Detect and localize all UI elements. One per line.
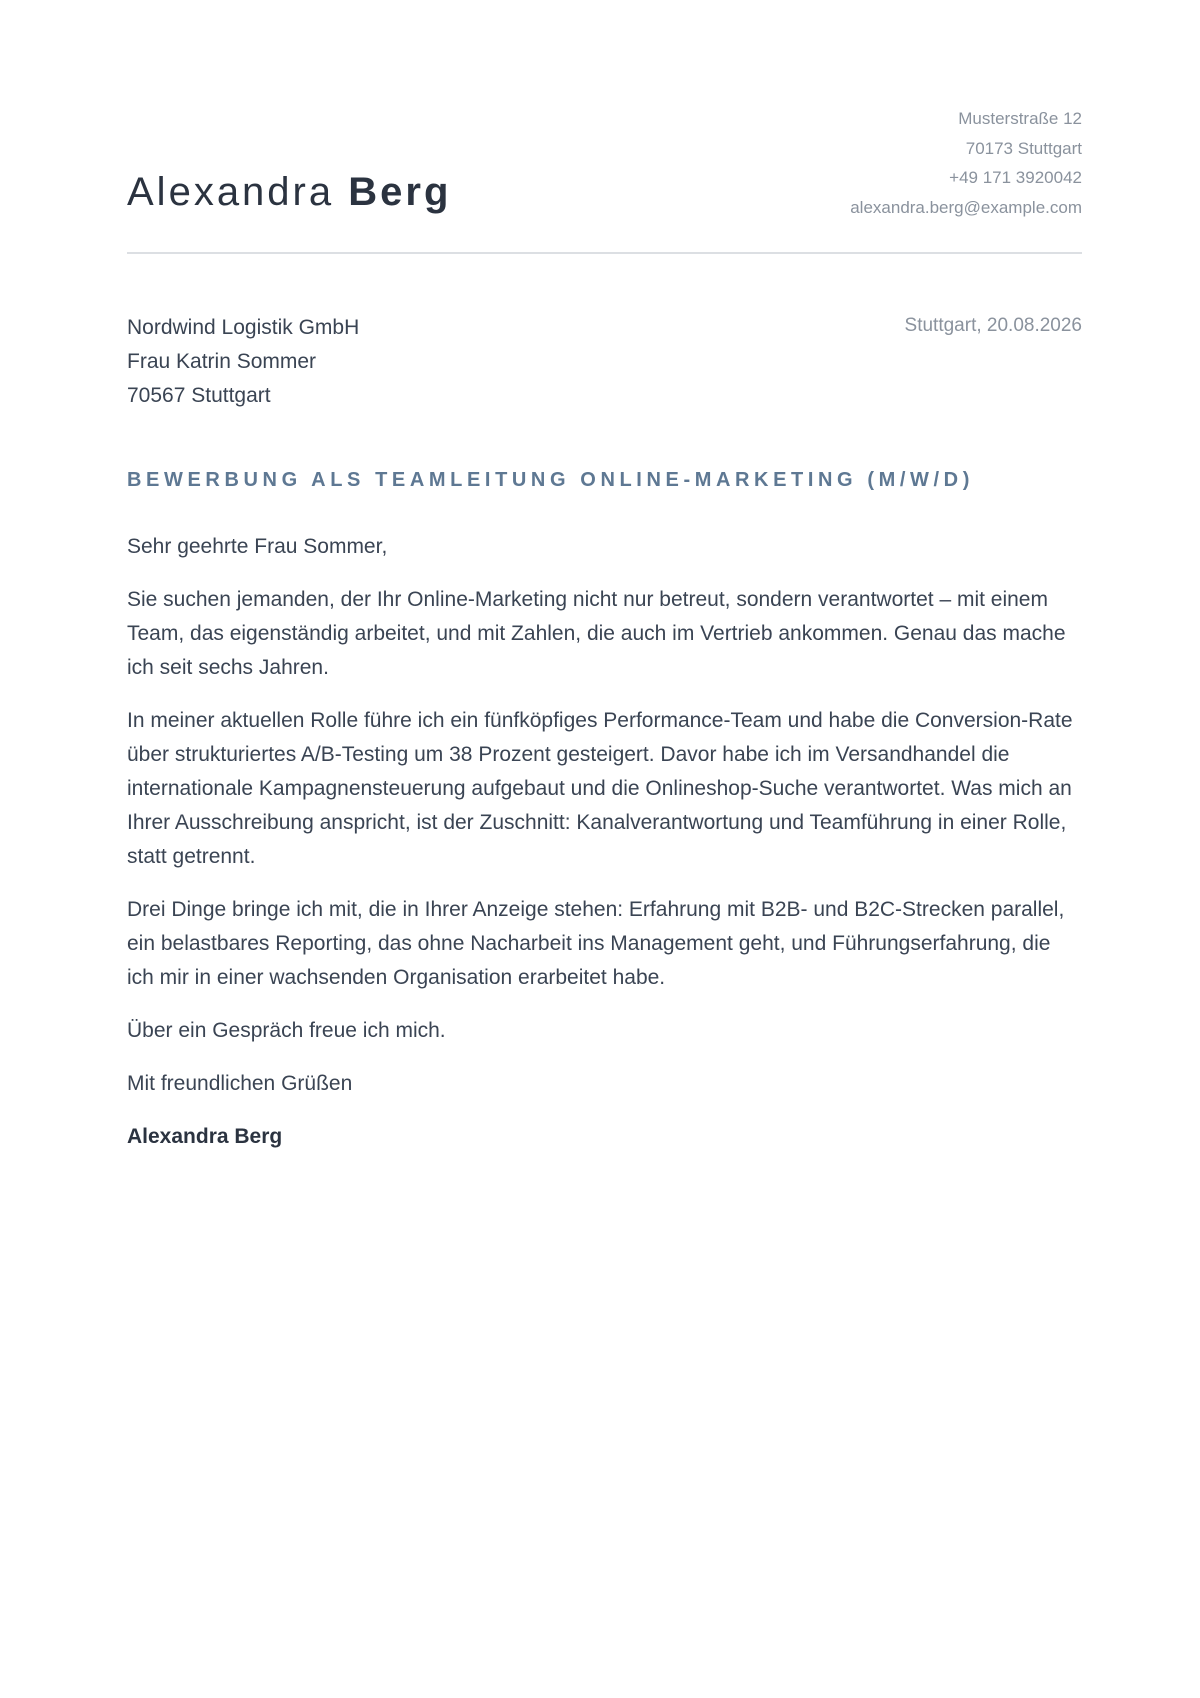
body-paragraph-1: Sie suchen jemanden, der Ihr Online-Marketing nicht nur betreut, sondern verantwortet – mit einem Team, das eigenständig arbeitet, und mit Zahlen, die auch im Vertrieb ankommen. Genau das mache ich seit sechs Jahren. <box>127 588 1066 679</box>
recipient-city: 70567 Stuttgart <box>127 384 271 407</box>
sender-contact-block <box>850 104 1082 222</box>
sender-street: Musterstraße 12 <box>958 109 1082 128</box>
recipient-contact: Frau Katrin Sommer <box>127 350 317 373</box>
salutation: Sehr geehrte Frau Sommer, <box>127 535 388 558</box>
letter-page <box>127 0 1082 1148</box>
letter-body <box>127 530 1082 1173</box>
recipient-address <box>127 311 359 413</box>
recipient-company: Nordwind Logistik GmbH <box>127 316 360 339</box>
sender-email: alexandra.berg@example.com <box>850 197 1082 217</box>
sender-last-name: Berg <box>348 170 452 214</box>
body-paragraph-2: In meiner aktuellen Rolle führe ich ein fünfköpfiges Performance-Team und habe die Conversion-Rate über strukturiertes A/B-Testing um 38 Prozent gesteigert. Davor habe ich im Versandhandel die internationale Kampagnensteuerung aufgebaut und die Onlineshop-Suche verantwortet. Was mich an Ihrer Ausschreibung anspricht, ist der Zuschnitt: Kanalverantwortung und Teamführung in einer Rolle, statt getrennt. <box>127 709 1073 868</box>
signature: Alexandra Berg <box>127 1125 283 1148</box>
sender-city: 70173 Stuttgart <box>965 138 1082 158</box>
sender-name <box>127 166 451 218</box>
body-paragraph-3: Drei Dinge bringe ich mit, die in Ihrer Anzeige stehen: Erfahrung mit B2B- und B2C-Strecken parallel, ein belastbares Reporting, das ohne Nacharbeit ins Management geht, und Führungserfahrung, die ich mir in einer wachsenden Organisation erarbeitet habe. <box>127 898 1065 989</box>
letter-header <box>127 0 1082 254</box>
closing: Mit freundlichen Grüßen <box>127 1072 353 1095</box>
sender-phone: +49 171 3920042 <box>949 168 1082 187</box>
body-paragraph-4: Über ein Gespräch freue ich mich. <box>127 1019 446 1042</box>
sender-first-name: Alexandra <box>127 170 335 214</box>
letter-date: Stuttgart, 20.08.2026 <box>904 315 1082 336</box>
letter-subject: BEWERBUNG ALS TEAMLEITUNG ONLINE-MARKETING (M/W/D) <box>127 469 974 491</box>
